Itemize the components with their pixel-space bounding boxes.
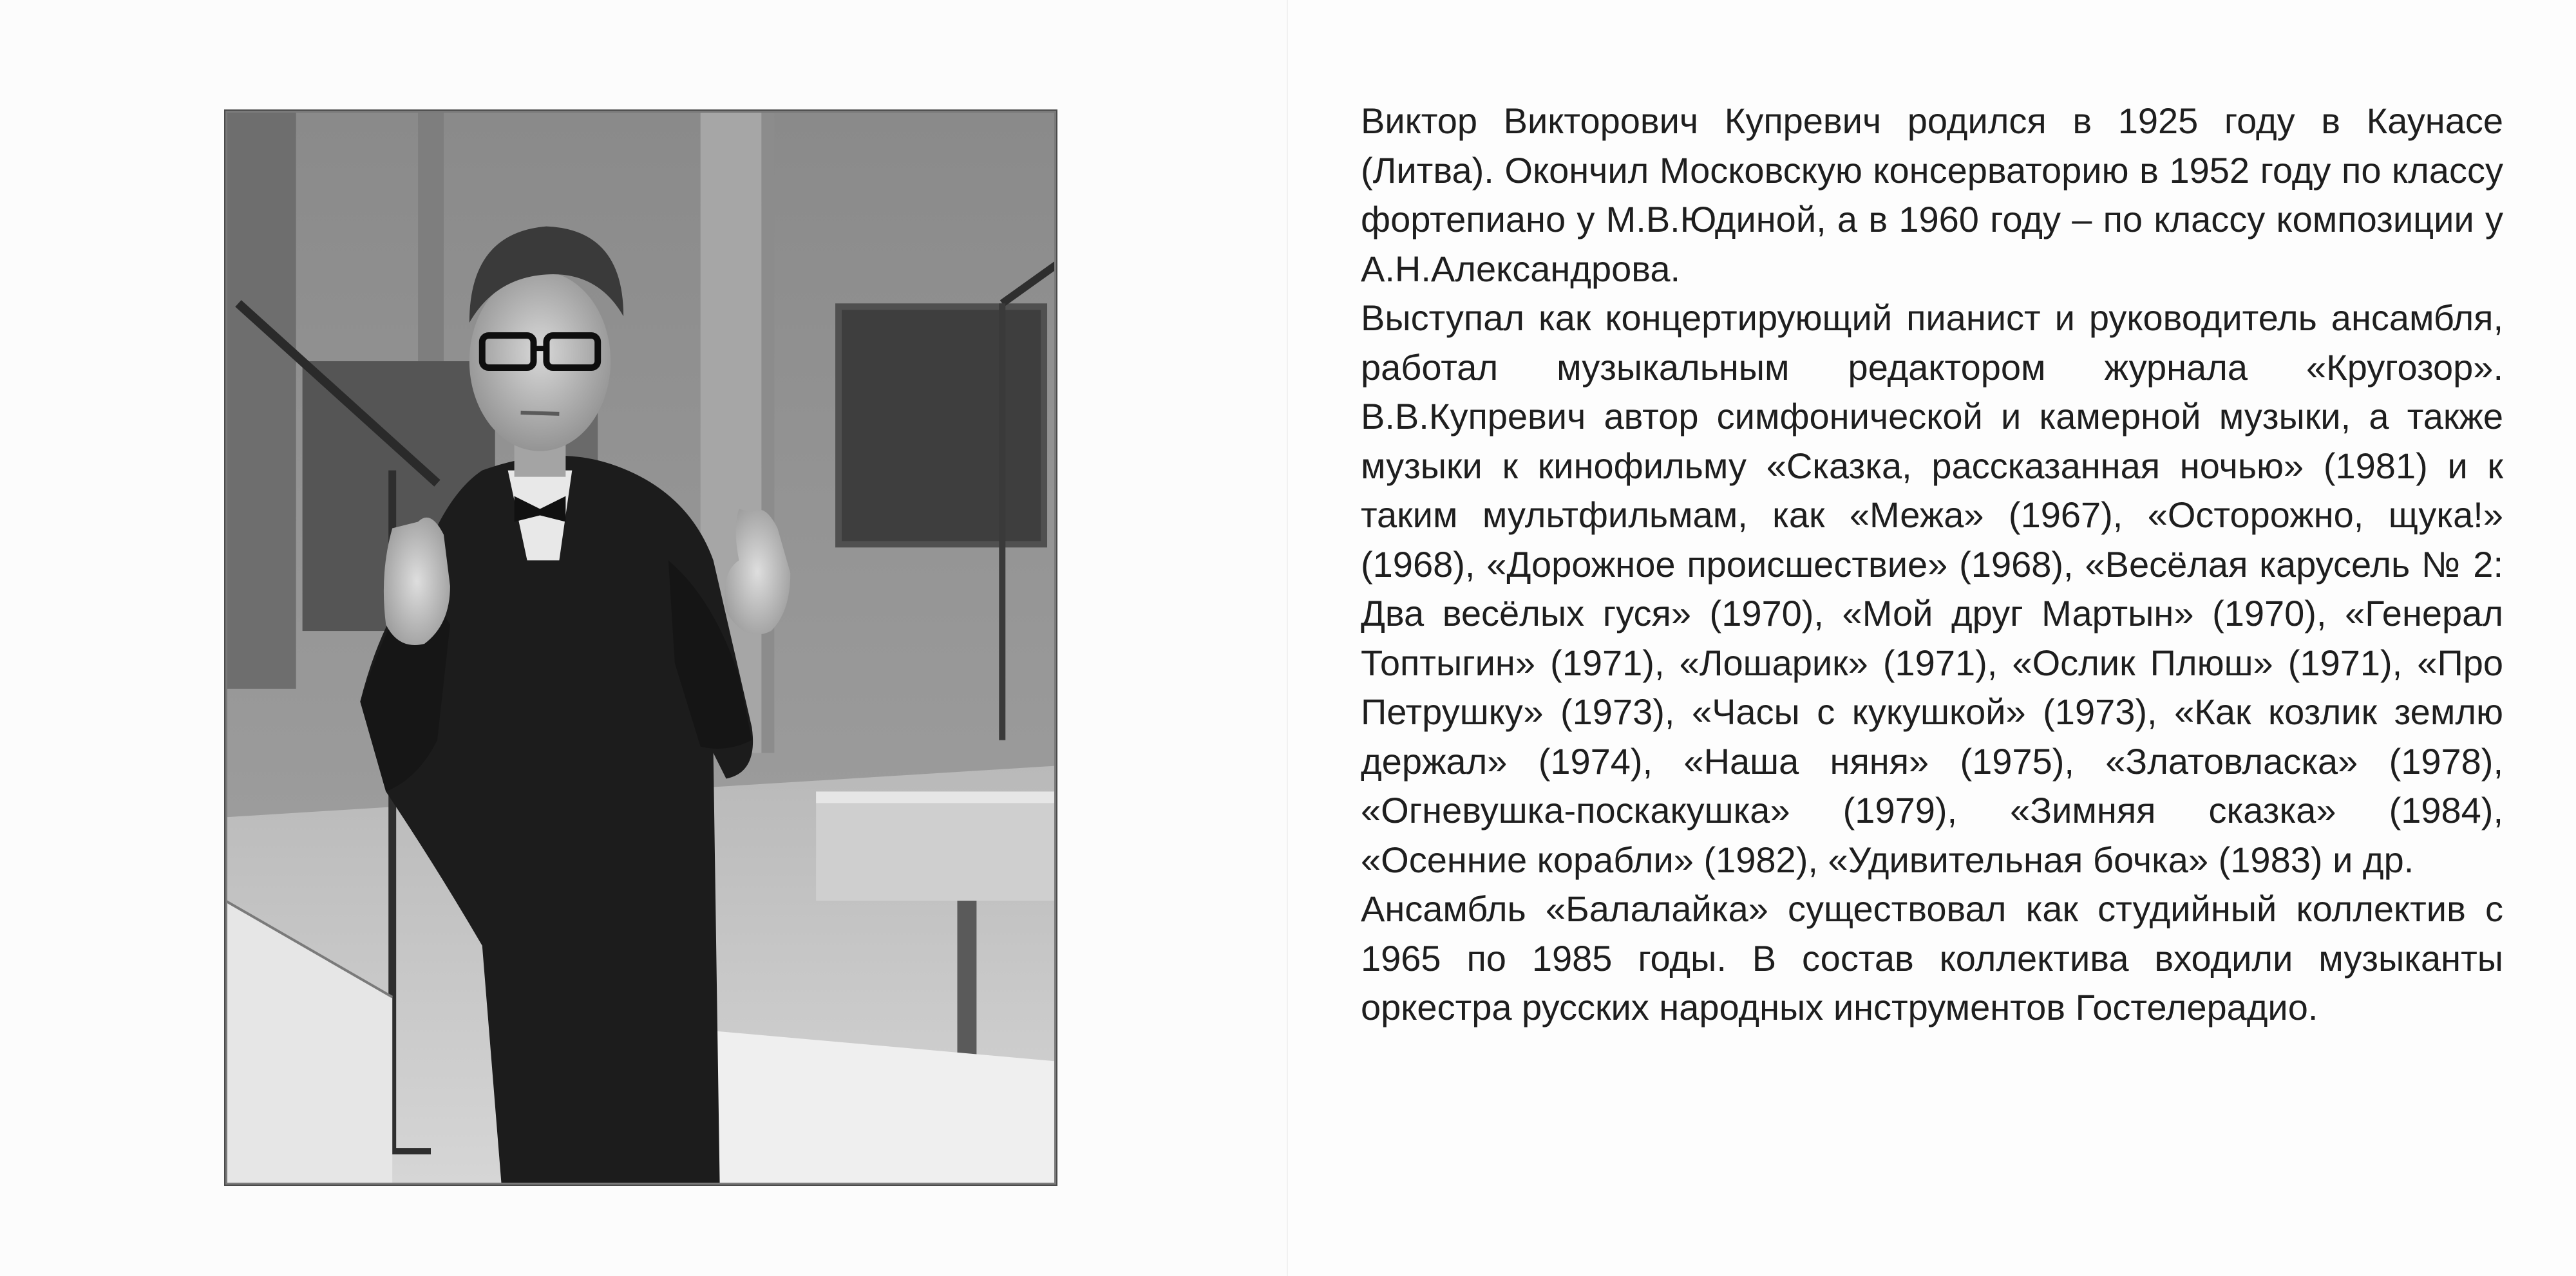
biography-paragraph-1: Виктор Викторович Купревич родился в 1925 году в Каунасе (Литва). Окончил Московскую консерваторию в 1952 году по классу фортепиано у М.В.Юдиной, а в 1960 году – по классу композиции у А.Н.Александрова. — [1361, 100, 2503, 289]
biography-text — [1361, 97, 2503, 1033]
biography-paragraph-2: Выступал как концертирующий пианист и руководитель ансамбля, работал музыкальным редактором журнала «Кругозор». В.В.Купревич автор симфонической и камерной музыки, а также музыки к кинофильму «Сказка, рассказанная ночью» (1981) и к таким мультфильмам, как «Межа» (1967), «Осторожно, щука!» (1968), «Дорожное происшествие» (1968), «Весёлая карусель № 2: Два весёлых гуся» (1970), «Мой друг Мартын» (1970), «Генерал Топтыгин» (1971), «Лошарик» (1971), «Ослик Плюш» (1971), «Про Петрушку» (1973), «Часы с кукушкой» (1973), «Как козлик землю держал» (1974), «Наша няня» (1975), «Златовласка» (1978), «Огневушка-поскакушка» (1979), «Зимняя сказка» (1984), «Осенние корабли» (1982), «Удивительная бочка» (1983) и др. — [1361, 297, 2503, 880]
conductor-photo-icon — [225, 111, 1056, 1185]
right-page — [1288, 0, 2576, 1276]
conductor-photo — [224, 109, 1057, 1186]
biography-paragraph-3: Ансамбль «Балалайка» существовал как студийный коллектив с 1965 по 1985 годы. В состав коллектива входили музыканты оркестра русских народных инструментов Гостелерадио. — [1361, 888, 2503, 1027]
